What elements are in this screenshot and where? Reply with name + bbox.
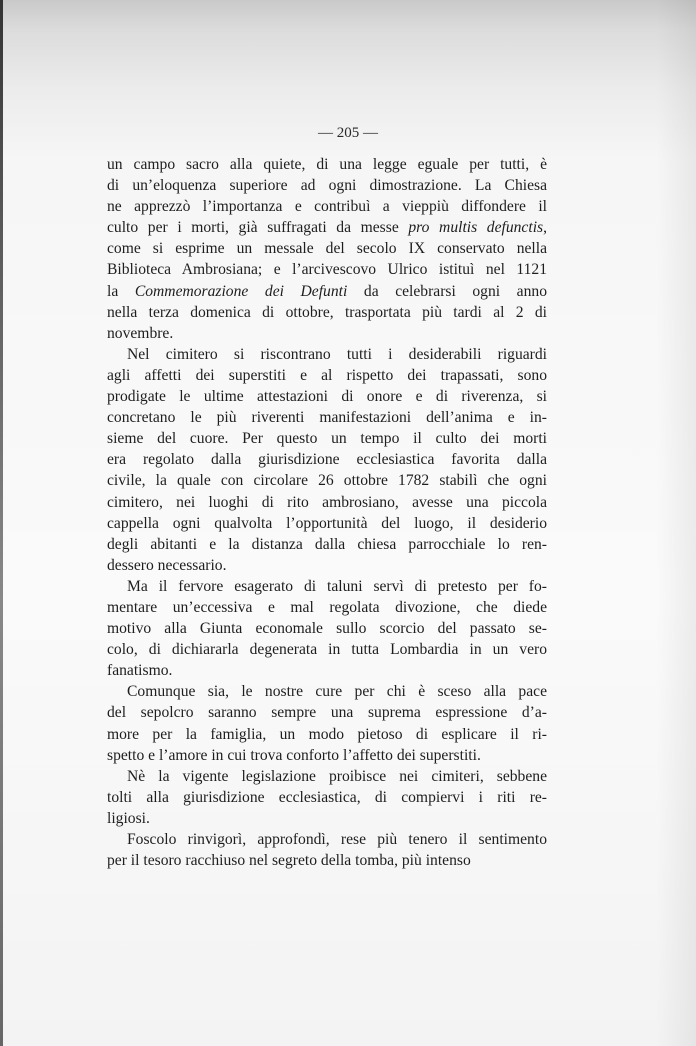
- body-text: [107, 154, 547, 871]
- text-line: colo, di dichiararla degenerata in tutta Lombardia in un vero: [107, 641, 547, 659]
- paragraph: [107, 154, 547, 344]
- page-binding-edge: [0, 0, 3, 1046]
- text-line: Comunque sia, le nostre cure per chi è sceso alla pace: [127, 683, 547, 701]
- text-line: cimitero, nei luoghi di rito ambrosiano, avesse una piccola: [107, 493, 547, 511]
- text-line: era regolato dalla giurisdizione ecclesiastica favorita dalla: [107, 451, 547, 469]
- page-number: — 205 —: [318, 125, 378, 141]
- text-line: cappella ogni qualvolta l’opportunità del luogo, il desiderio: [107, 514, 547, 532]
- paragraph: [107, 829, 547, 871]
- text-line: per il tesoro racchiuso nel segreto della tomba, più intenso: [107, 852, 471, 870]
- text-line: civile, la quale con circolare 26 ottobre 1782 stabilì che ogni: [107, 472, 547, 490]
- text-line: di un’eloquenza superiore ad ogni dimostrazione. La Chiesa: [107, 177, 547, 195]
- paragraph: [107, 681, 547, 765]
- text-line: culto per i morti, già suffragati da messe pro multis defunctis,: [107, 219, 547, 237]
- text-line: Biblioteca Ambrosiana; e l’arcivescovo Ulrico istituì nel 1121: [107, 261, 547, 279]
- text-line: agli affetti dei superstiti e al rispetto dei trapassati, sono: [107, 366, 547, 384]
- text-line: Nè la vigente legislazione proibisce nei cimiteri, sebbene: [127, 767, 547, 785]
- paragraph: [107, 344, 547, 576]
- text-line: mentare un’eccessiva e mal regolata divozione, che diede: [107, 598, 547, 616]
- text-line: Foscolo rinvigorì, approfondì, rese più tenero il sentimento: [127, 831, 547, 848]
- text-line: nella terza domenica di ottobre, trasportata più tardi al 2 di: [107, 303, 547, 321]
- paragraph: [107, 766, 547, 829]
- text-line: spetto e l’amore in cui trova conforto l’affetto dei superstiti.: [107, 746, 481, 764]
- text-line: la Commemorazione dei Defunti da celebrarsi ogni anno: [107, 282, 547, 300]
- text-line: prodigate le ultime attestazioni di onore e di riverenza, si: [107, 388, 547, 406]
- page-shadow: [656, 0, 696, 1046]
- text-line: more per la famiglia, un modo pietoso di esplicare il ri-: [107, 725, 547, 743]
- text-line: un campo sacro alla quiete, di una legge eguale per tutti, è: [107, 156, 547, 173]
- text-line: fanatismo.: [107, 662, 173, 680]
- text-line: come si esprime un messale del secolo IX conservato nella: [107, 240, 547, 258]
- text-line: tolti alla giurisdizione ecclesiastica, di compiervi i riti re-: [107, 788, 547, 806]
- text-line: sieme del cuore. Per questo un tempo il culto dei morti: [107, 430, 547, 448]
- text-line: del sepolcro saranno sempre una suprema espressione d’a-: [107, 704, 547, 722]
- paragraph: [107, 576, 547, 681]
- text-line: Nel cimitero si riscontrano tutti i desiderabili riguardi: [127, 345, 547, 363]
- text-line: degli abitanti e la distanza dalla chiesa parrocchiale lo ren-: [107, 535, 547, 553]
- text-line: motivo alla Giunta economale sullo scorcio del passato se-: [107, 620, 547, 638]
- text-line: ligiosi.: [107, 809, 150, 827]
- text-line: ne apprezzò l’importanza e contribuì a vieppiù diffondere il: [107, 198, 547, 216]
- text-line: novembre.: [107, 324, 174, 342]
- text-line: dessero necessario.: [107, 556, 227, 574]
- text-line: Ma il fervore esagerato di taluni servì di pretesto per fo-: [127, 577, 547, 595]
- text-line: concretano le più riverenti manifestazioni dell’anima e in-: [107, 409, 547, 427]
